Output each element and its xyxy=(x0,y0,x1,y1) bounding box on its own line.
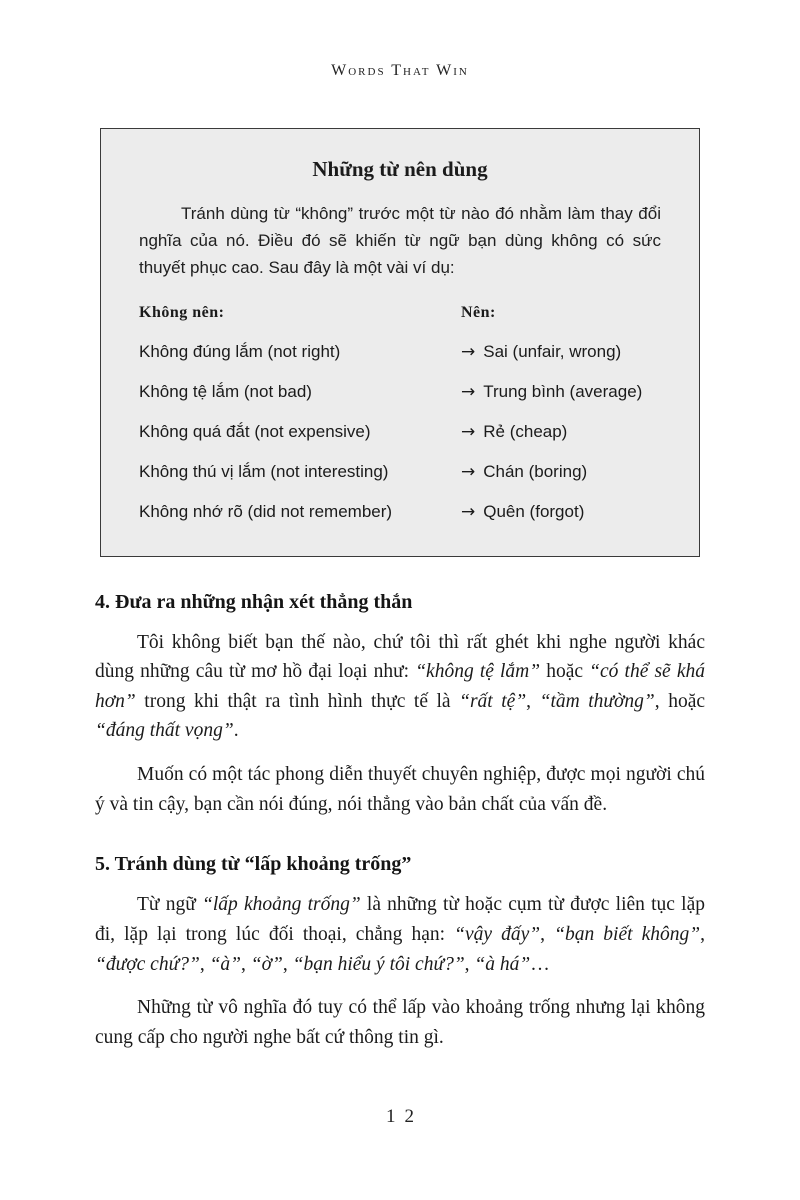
table-row xyxy=(139,342,661,362)
arrow-icon: → xyxy=(461,341,476,362)
phrase-avoid: Không quá đắt (not expensive) xyxy=(139,421,371,441)
box-title: Những từ nên dùng xyxy=(312,157,488,181)
running-header: Words That Win xyxy=(331,62,469,79)
table-row xyxy=(139,382,661,402)
section-5-heading: 5. Tránh dùng từ “lấp khoảng trống” xyxy=(95,853,412,876)
phrase-use xyxy=(461,382,661,402)
paragraph: Những từ vô nghĩa đó tuy có thể lấp vào khoảng trống nhưng lại không cung cấp cho người nghe bất cứ thông tin gì. xyxy=(95,997,705,1048)
box-intro: Tránh dùng từ “không” trước một từ nào đó nhằm làm thay đổi nghĩa của nó. Điều đó sẽ khiến từ ngữ bạn dùng không có sức thuyết phục cao. Sau đây là một vài ví dụ: xyxy=(139,204,661,278)
paragraph: Từ ngữ “lấp khoảng trống” là những từ hoặc cụm từ được liên tục lặp đi, lặp lại trong lúc đối thoại, chẳng hạn: “vậy đấy”, “bạn biết không”, “được chứ?”, “à”, “ờ”, “bạn hiểu ý tôi chứ?”, “à há”… xyxy=(95,894,706,975)
arrow-icon: → xyxy=(461,461,476,482)
phrase-use-text: Rẻ (cheap) xyxy=(483,421,568,441)
phrase-use-text: Chán (boring) xyxy=(483,461,588,481)
phrase-use-text: Sai (unfair, wrong) xyxy=(483,341,622,361)
arrow-icon: → xyxy=(461,501,476,522)
phrase-use xyxy=(461,342,661,362)
phrase-avoid: Không tệ lắm (not bad) xyxy=(139,381,312,401)
phrase-use xyxy=(461,502,661,522)
page-number: 12 xyxy=(386,1106,423,1127)
paragraph: Muốn có một tác phong diễn thuyết chuyên nghiệp, được mọi người chú ý và tin cậy, bạn cần nói đúng, nói thẳng vào bản chất của vấn đề. xyxy=(95,764,705,815)
table-header-row xyxy=(139,304,661,322)
table-row xyxy=(139,462,661,482)
phrase-use-text: Quên (forgot) xyxy=(483,501,585,521)
column-header-avoid: Không nên: xyxy=(139,303,225,321)
comparison-table xyxy=(139,304,661,522)
section-4-heading: 4. Đưa ra những nhận xét thẳng thắn xyxy=(95,590,413,613)
callout-box xyxy=(100,128,700,557)
phrase-avoid: Không đúng lắm (not right) xyxy=(139,341,341,361)
arrow-icon: → xyxy=(461,381,476,402)
table-row xyxy=(139,422,661,442)
phrase-use-text: Trung bình (average) xyxy=(483,381,643,401)
phrase-avoid: Không thú vị lắm (not interesting) xyxy=(139,461,389,481)
phrase-use xyxy=(461,462,661,482)
arrow-icon: → xyxy=(461,421,476,442)
paragraph: Tôi không biết bạn thế nào, chứ tôi thì rất ghét khi nghe người khác dùng những câu từ mơ hồ đại loại như: “không tệ lắm” hoặc “có thể sẽ khá hơn” trong khi thật ra tình hình thực tế là “rất tệ”, “tầm thường”, hoặc “đáng thất vọng”. xyxy=(95,631,705,742)
phrase-avoid: Không nhớ rõ (did not remember) xyxy=(139,501,393,521)
column-header-use: Nên: xyxy=(461,303,496,321)
main-text xyxy=(95,591,705,1053)
table-row xyxy=(139,502,661,522)
phrase-use xyxy=(461,422,661,442)
